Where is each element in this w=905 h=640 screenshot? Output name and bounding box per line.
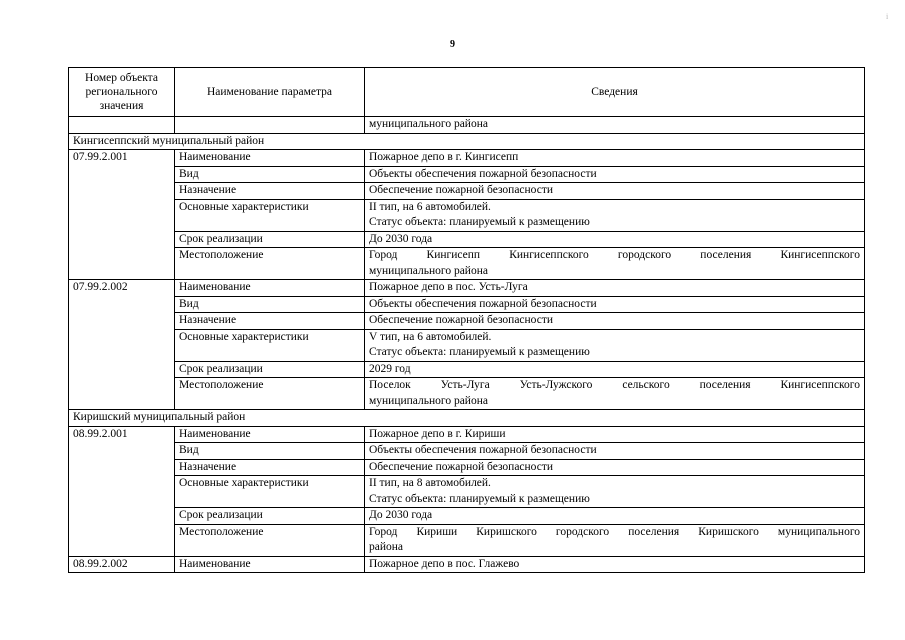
table-row [69,150,865,167]
value-line-1: Город Кингисепп Кингисеппского городского поселения Кингисеппского [369,249,860,261]
table-row [69,361,865,378]
parameter-name: Срок реализации [175,231,365,248]
object-code: 08.99.2.001 [69,426,175,556]
parameter-name: Срок реализации [175,361,365,378]
parameter-value: Пожарное депо в г. Кингисепп [365,150,865,167]
parameter-name: Вид [175,296,365,313]
table-row [69,313,865,330]
table-row [69,426,865,443]
value-line-1: Поселок Усть-Луга Усть-Лужского сельского поселения Кингисеппского [369,379,860,391]
section-title: Кингисеппский муниципальный район [69,133,865,150]
table-row [69,248,865,280]
parameter-name: Местоположение [175,524,365,556]
parameter-name: Наименование [175,280,365,297]
table-body [69,117,865,573]
parameter-value: Объекты обеспечения пожарной безопасности [365,166,865,183]
parameter-name: Наименование [175,150,365,167]
parameter-name: Местоположение [175,378,365,410]
table-row [69,443,865,460]
table-row [69,524,865,556]
value-line-1: V тип, на 6 автомобилей. [369,330,492,343]
registry-table [68,67,865,573]
parameter-name: Наименование [175,556,365,573]
continuation-code-cell [69,117,175,134]
parameter-value: Объекты обеспечения пожарной безопасности [365,296,865,313]
parameter-value: Обеспечение пожарной безопасности [365,183,865,200]
parameter-name: Местоположение [175,248,365,280]
parameter-value [365,248,865,280]
table-row [69,459,865,476]
parameter-name: Вид [175,166,365,183]
parameter-name: Срок реализации [175,508,365,525]
table-row [69,378,865,410]
parameter-value [365,199,865,231]
parameter-value: До 2030 года [365,231,865,248]
parameter-name: Назначение [175,183,365,200]
parameter-value: Пожарное депо в г. Кириши [365,426,865,443]
value-line-1: II тип, на 8 автомобилей. [369,477,491,489]
continuation-row [69,117,865,134]
object-code: 07.99.2.002 [69,280,175,410]
value-line-1: II тип, на 6 автомобилей. [369,200,491,213]
table-row [69,280,865,297]
page-number: 9 [450,39,455,50]
parameter-name: Назначение [175,459,365,476]
parameter-name: Назначение [175,313,365,330]
parameter-value: Обеспечение пожарной безопасности [365,459,865,476]
value-line-2: Статус объекта: планируемый к размещению [369,216,590,228]
parameter-value [365,476,865,508]
header-parameter-name: Наименование параметра [175,68,365,117]
table-row [69,508,865,525]
parameter-name: Вид [175,443,365,460]
value-line-2: Статус объекта: планируемый к размещению [369,346,590,358]
parameter-value: Объекты обеспечения пожарной безопасности [365,443,865,460]
parameter-name: Основные характеристики [175,476,365,508]
margin-mark: i [886,12,889,21]
value-line-2: района [369,541,404,553]
section-row [69,410,865,427]
parameter-value: Пожарное депо в пос. Глажево [365,556,865,573]
parameter-name: Наименование [175,426,365,443]
table-row [69,329,865,361]
table-header-row [69,68,865,117]
parameter-value [365,329,865,361]
value-line-2: муниципального района [369,394,488,407]
parameter-value: Обеспечение пожарной безопасности [365,313,865,330]
object-code: 08.99.2.002 [69,556,175,573]
section-row [69,133,865,150]
parameter-value: 2029 год [365,361,865,378]
table-row [69,476,865,508]
continuation-value: муниципального района [365,117,865,134]
parameter-value [365,524,865,556]
header-details: Сведения [365,68,865,117]
object-code: 07.99.2.001 [69,150,175,280]
section-title: Киришский муниципальный район [69,410,865,427]
parameter-value [365,378,865,410]
table-row [69,296,865,313]
value-line-2: Статус объекта: планируемый к размещению [369,492,590,505]
parameter-value: Пожарное депо в пос. Усть-Луга [365,280,865,297]
parameter-name: Основные характеристики [175,329,365,361]
header-object-number: Номер объекта регионального значения [69,68,175,117]
parameter-value: До 2030 года [365,508,865,525]
table-row [69,199,865,231]
table-row [69,183,865,200]
table-row [69,166,865,183]
value-line-1: Город Кириши Киришского городского поселения Киришского муниципального [369,525,860,538]
value-line-2: муниципального района [369,264,488,277]
continuation-param-cell [175,117,365,134]
parameter-name: Основные характеристики [175,199,365,231]
table-row [69,556,865,573]
table-row [69,231,865,248]
